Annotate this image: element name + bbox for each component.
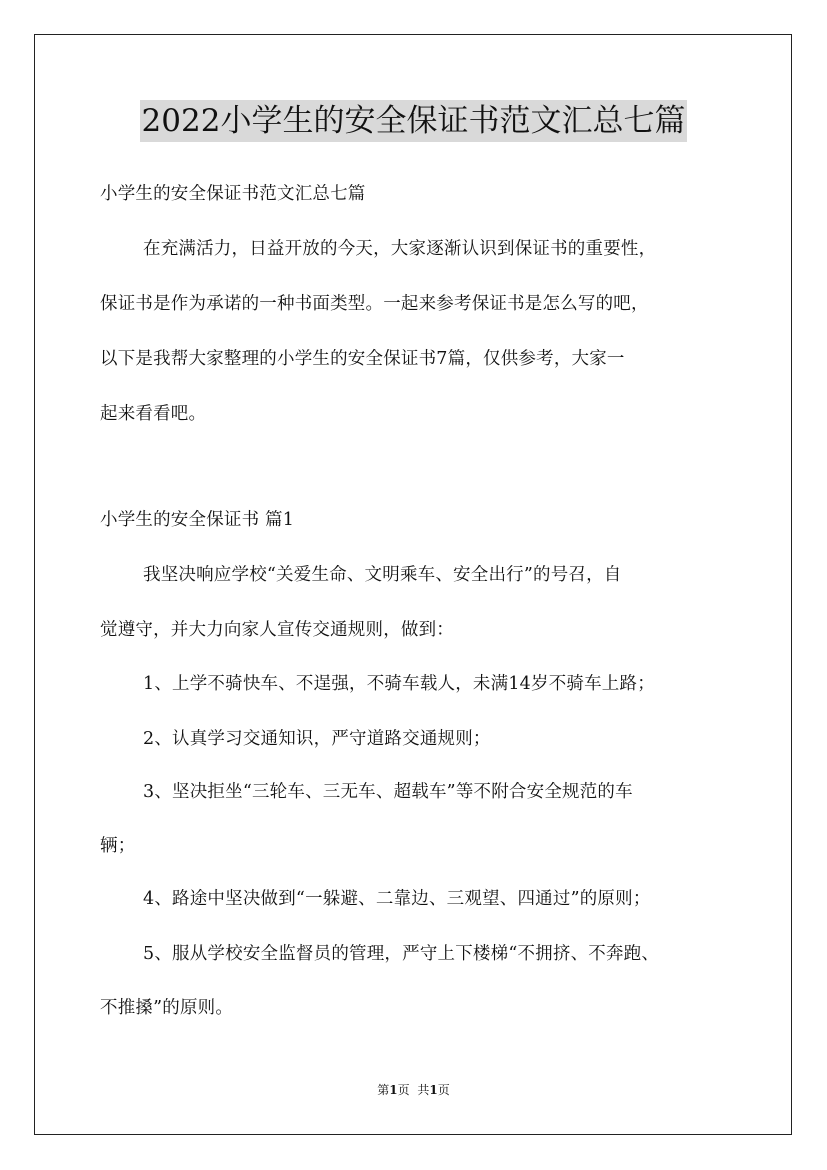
list-item-continuation: 辆； xyxy=(100,836,136,856)
footer-total-pages: 1 xyxy=(429,1083,438,1097)
paragraph-line: 我坚决响应学校“关爱生命、文明乘车、安全出行”的号召，自 xyxy=(143,565,622,585)
footer-page-number: 1 xyxy=(389,1083,398,1097)
list-item-continuation: 不推搡”的原则。 xyxy=(100,998,234,1018)
section-heading: 小学生的安全保证书 篇1 xyxy=(100,510,295,530)
paragraph-line: 觉遵守，并大力向家人宣传交通规则，做到： xyxy=(100,620,454,640)
paragraph-line: 以下是我帮大家整理的小学生的安全保证书7篇，仅供参考，大家一 xyxy=(100,349,625,369)
list-item: 2、认真学习交通知识，严守道路交通规则； xyxy=(143,729,491,749)
footer-total-unit: 页 xyxy=(437,1083,450,1097)
title-container xyxy=(0,100,827,142)
document-title: 2022小学生的安全保证书范文汇总七篇 xyxy=(140,100,688,142)
footer-sep: 共 xyxy=(417,1083,430,1097)
list-item: 3、坚决拒坐“三轮车、三无车、超载车”等不附合安全规范的车 xyxy=(143,782,633,802)
list-item: 1、上学不骑快车、不逞强，不骑车载人，未满14岁不骑车上路； xyxy=(143,674,655,694)
footer-prefix: 第 xyxy=(377,1083,390,1097)
subtitle-line: 小学生的安全保证书范文汇总七篇 xyxy=(100,184,366,204)
paragraph-line: 在充满活力，日益开放的今天，大家逐渐认识到保证书的重要性， xyxy=(143,239,657,259)
footer-page-unit: 页 xyxy=(397,1083,410,1097)
paragraph-line: 保证书是作为承诺的一种书面类型。一起来参考保证书是怎么写的吧， xyxy=(100,294,649,314)
list-item: 4、路途中坚决做到“一躲避、二靠边、三观望、四通过”的原则； xyxy=(143,889,651,909)
paragraph-line: 起来看看吧。 xyxy=(100,404,207,424)
list-item: 5、服从学校安全监督员的管理，严守上下楼梯“不拥挤、不奔跑、 xyxy=(143,944,660,964)
page-footer xyxy=(0,1082,827,1098)
